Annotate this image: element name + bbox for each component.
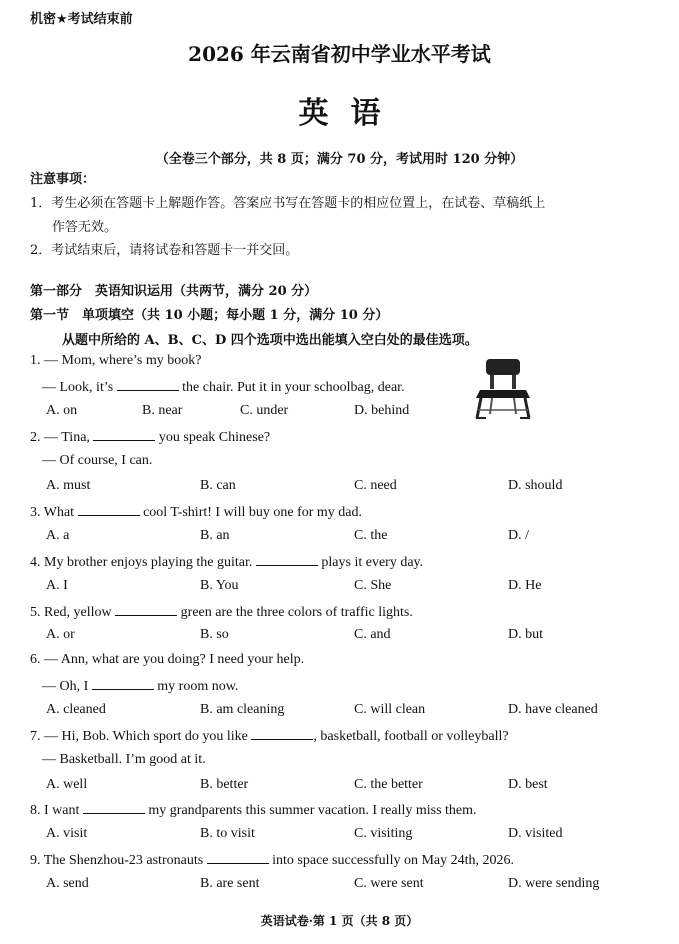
question-7-line-2: — Basketball. I’m good at it.: [42, 752, 206, 767]
option-d: D. have cleaned: [508, 702, 598, 717]
option-c: C. will clean: [354, 702, 426, 717]
question-3-line-1: 3. What cool T-shirt! I will buy one for my dad.: [30, 505, 362, 520]
option-a: A. visit: [46, 826, 88, 841]
notice-item-1: 1．考生必须在答题卡上解题作答。答案应书写在答题卡的相应位置上，在试卷、草稿纸上: [30, 196, 546, 211]
option-d: D. best: [508, 777, 548, 792]
option-d: D. were sending: [508, 876, 600, 891]
question-6-line-2: — Oh, I my room now.: [42, 679, 239, 694]
question-7-line-1: 7. — Hi, Bob. Which sport do you like , basketball, football or volleyball?: [30, 729, 509, 744]
option-b: B. You: [200, 578, 239, 593]
notice-heading: 注意事项：: [30, 172, 96, 187]
option-b: B. near: [142, 403, 183, 418]
question-9-line-1: 9. The Shenzhou-23 astronauts into space successfully on May 24th, 2026.: [30, 853, 515, 868]
question-1-line-2: — Look, it’s the chair. Put it in your schoolbag, dear.: [42, 380, 405, 395]
option-c: C. and: [354, 627, 391, 642]
option-d: D. should: [508, 478, 563, 493]
question-6-line-1: 6. — Ann, what are you doing? I need your help.: [30, 652, 305, 667]
option-a: A. on: [46, 403, 78, 418]
answer-blank: [117, 378, 179, 391]
option-a: A. a: [46, 528, 70, 543]
chair-illustration-icon: [472, 356, 534, 420]
notice-item-1-cont: 作答无效。: [52, 220, 118, 235]
answer-blank: [251, 727, 313, 740]
exam-info-note: （全卷三个部分，共 8 页；满分 70 分，考试用时 120 分钟）: [155, 152, 524, 167]
answer-blank: [92, 677, 154, 690]
question-2-line-1: 2. — Tina, you speak Chinese?: [30, 430, 271, 445]
answer-blank: [93, 428, 155, 441]
question-8-line-1: 8. I want my grandparents this summer vacation. I really miss them.: [30, 803, 477, 818]
section1-instruction: 从题中所给的 A、B、C、D 四个选项中选出能填入空白处的最佳选项。: [62, 333, 478, 348]
confidential-label: 机密★考试结束前: [30, 12, 133, 27]
option-b: B. better: [200, 777, 249, 792]
question-4-line-1: 4. My brother enjoys playing the guitar. plays it every day.: [30, 555, 424, 570]
option-c: C. the better: [354, 777, 423, 792]
answer-blank: [83, 801, 145, 814]
option-b: B. are sent: [200, 876, 260, 891]
option-a: A. must: [46, 478, 91, 493]
option-b: B. to visit: [200, 826, 255, 841]
option-a: A. well: [46, 777, 88, 792]
option-a: A. send: [46, 876, 89, 891]
subject-title: 英语: [298, 96, 403, 131]
answer-blank: [78, 503, 140, 516]
option-c: C. were sent: [354, 876, 424, 891]
option-c: C. need: [354, 478, 397, 493]
option-a: A. I: [46, 578, 68, 593]
notice-item-2: 2．考试结束后，请将试卷和答题卡一并交回。: [30, 243, 299, 258]
option-d: D. but: [508, 627, 543, 642]
option-c: C. the: [354, 528, 388, 543]
answer-blank: [207, 851, 269, 864]
answer-blank: [256, 553, 318, 566]
option-b: B. an: [200, 528, 230, 543]
option-b: B. so: [200, 627, 229, 642]
option-c: C. under: [240, 403, 289, 418]
page-footer: 英语试卷·第 1 页（共 8 页）: [260, 914, 419, 928]
question-1-line-1: 1. — Mom, where’s my book?: [30, 353, 202, 368]
answer-blank: [115, 603, 177, 616]
option-b: B. am cleaning: [200, 702, 285, 717]
option-c: C. She: [354, 578, 392, 593]
option-a: A. cleaned: [46, 702, 106, 717]
option-d: D. behind: [354, 403, 410, 418]
question-5-line-1: 5. Red, yellow green are the three colors of traffic lights.: [30, 605, 413, 620]
part1-heading: 第一部分 英语知识运用（共两节，满分 20 分）: [30, 284, 318, 299]
option-d: D. He: [508, 578, 542, 593]
option-d: D. /: [508, 528, 529, 543]
option-b: B. can: [200, 478, 236, 493]
exam-title: 2026 年云南省初中学业水平考试: [188, 42, 491, 66]
option-d: D. visited: [508, 826, 563, 841]
section1-heading: 第一节 单项填空（共 10 小题；每小题 1 分，满分 10 分）: [30, 308, 389, 323]
question-2-line-2: — Of course, I can.: [42, 453, 153, 468]
option-c: C. visiting: [354, 826, 413, 841]
option-a: A. or: [46, 627, 75, 642]
